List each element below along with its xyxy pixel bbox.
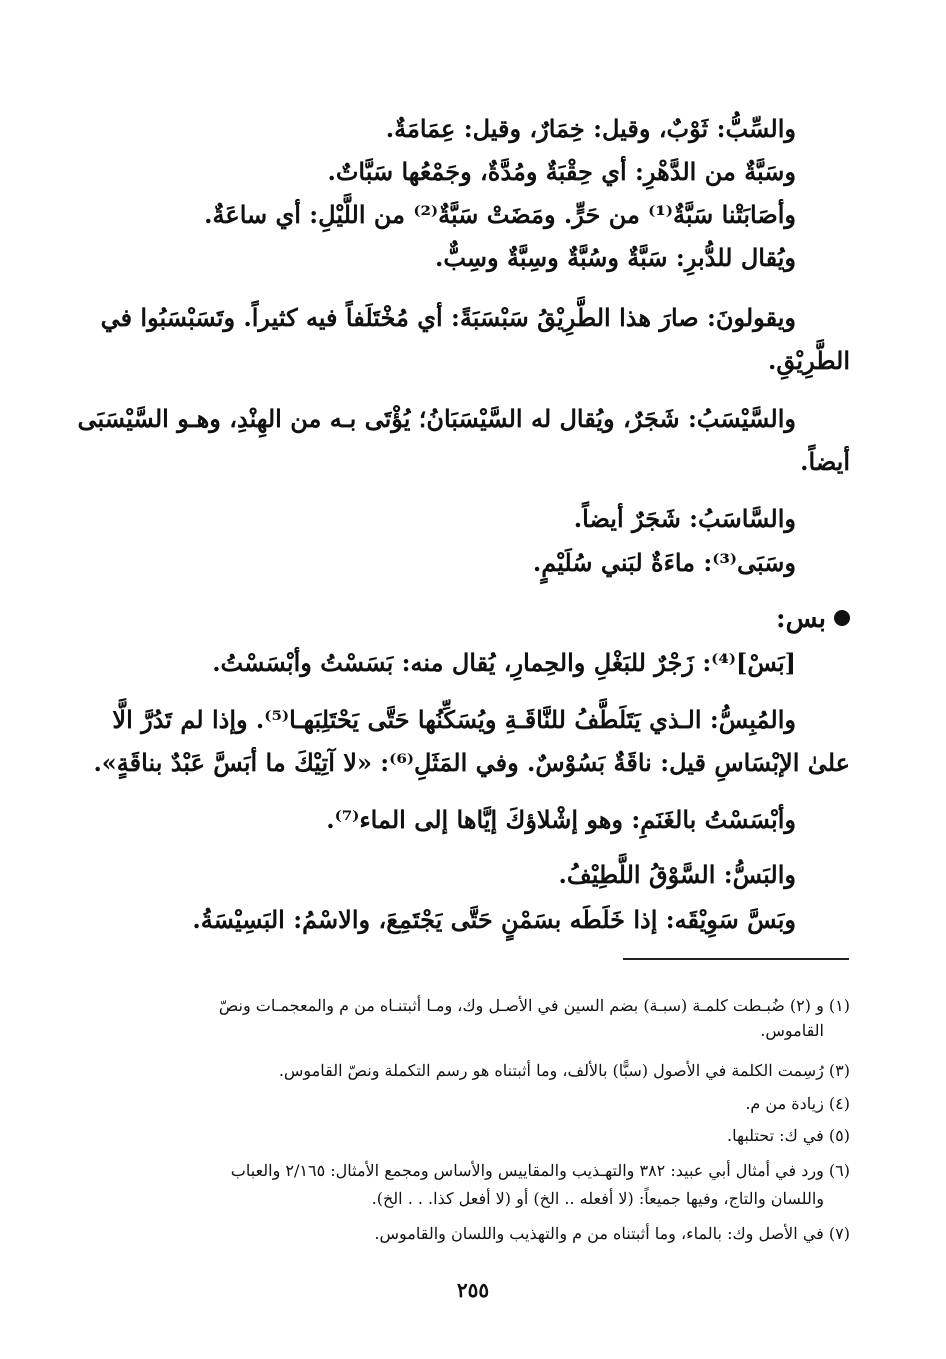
bullet-icon (834, 610, 850, 626)
entry-line: ويُقال للدُّبرِ: سَبَّةٌ وسُبَّةٌ وسِبَّةٌ وسِبٌّ. (434, 243, 796, 272)
entry-line: ويقولونَ: صارَ هذا الطَّرِيْقُ سَبْسَبَةً: أي مُخْتَلَفاً فيه كثيراً. وتَسَبْسَبُوا في (100, 303, 796, 332)
root-heading (776, 602, 850, 636)
root-heading-label: بس: (776, 604, 826, 634)
entry-line: والسَّيْسَبُ: شَجَرٌ، ويُقال له السَّيْسَبَانُ؛ يُؤْتَى بـه من الهِنْدِ، وهـو السَّيْسَبَى (77, 404, 796, 433)
entry-line: وسَبَّةٌ من الدَّهْرِ: أي حِقْبَةٌ ومُدَّةٌ، وجَمْعُها سَبَّاتٌ. (327, 157, 796, 186)
entry-line: والبَسُّ: السَّوْقُ اللَّطِيْفُ. (558, 860, 796, 889)
footnote-line: (١) و (٢) ضُبـطت كلمـة (سبـة) بضم السين في الأصـل وك، ومـا أثبتنـاه من م والمعجمـات ونصّ (218, 996, 850, 1015)
footnote-line: (٣) رُسِمت الكلمة في الأصول (سبًّا) بالألف، وما أثبتناه هو رسم التكملة ونصّ القاموس. (278, 1061, 850, 1080)
footnote-line: (٤) زيادة من م. (745, 1094, 850, 1113)
footnote-line: القاموس. (760, 1021, 824, 1040)
entry-line: [بَسْ]⁽⁴⁾: زَجْرٌ للبَغْلِ والحِمارِ، يُقال منه: بَسَسْتُ وأبْسَسْتُ. (212, 648, 796, 677)
footnote-divider (623, 958, 849, 960)
entry-line: والسَّاسَبُ: شَجَرٌ أيضاً. (573, 504, 796, 533)
entry-line: وبَسَّ سَوِيْقَه: إذا خَلَطَه بسَمْنٍ حَتَّى يَجْتَمِعَ، والاسْمُ: البَسِيْسَةُ. (192, 905, 796, 934)
entry-line: علىٰ الإبْسَاسِ قيل: ناقَةٌ بَسُوْسٌ. وفي المَثَلِ⁽⁶⁾: «لا آتِيْكَ ما أبَسَّ عَبْدٌ بناقَةٍ». (93, 748, 850, 777)
footnote-line: (٥) في ك: تحتلبها. (727, 1126, 850, 1145)
entry-line: أيضاً. (800, 447, 850, 476)
entry-line: والمُبِسُّ: الـذي يَتَلَطَّفُ للنَّاقَـةِ ويُسَكِّنُها حَتَّى يَحْتَلِبَهـا⁽⁵⁾. وإذا لم تَدُرَّ الَّا (112, 705, 796, 734)
entry-line: وسَبَى⁽³⁾: ماءَةٌ لبَني سُلَيْمٍ. (532, 548, 796, 577)
entry-line: وأصَابَتْنا سَبَّةٌ⁽¹⁾ من حَرٍّ. ومَضَتْ سَبَّةٌ⁽²⁾ من اللَّيْلِ: أي ساعَةٌ. (204, 200, 796, 229)
footnote-line: واللسان والتاج، وفيها جميعاً: (لا أفعله .. الخ) أو (لا أفعل كذا. . . الخ). (371, 1189, 824, 1208)
page-number: ٢٥٥ (456, 1278, 490, 1302)
entry-line: والسِّبُّ: ثَوْبٌ، وقيل: خِمَارٌ، وقيل: عِمَامَةٌ. (385, 114, 796, 143)
entry-line: الطَّرِيْقِ. (768, 346, 850, 375)
footnote-line: (٧) في الأصل وك: بالماء، وما أثبتناه من م والتهذيب واللسان والقاموس. (374, 1224, 850, 1243)
footnote-line: (٦) ورد في أمثال أبي عبيد: ٣٨٢ والتهـذيب والمقاييس والأساس ومجمع الأمثال: ٢/١٦٥ والعباب (230, 1161, 850, 1180)
entry-line: وأبْسَسْتُ بالغَنَمِ: وهو إشْلاؤكَ إيَّاها إلى الماء⁽⁷⁾. (326, 805, 796, 834)
